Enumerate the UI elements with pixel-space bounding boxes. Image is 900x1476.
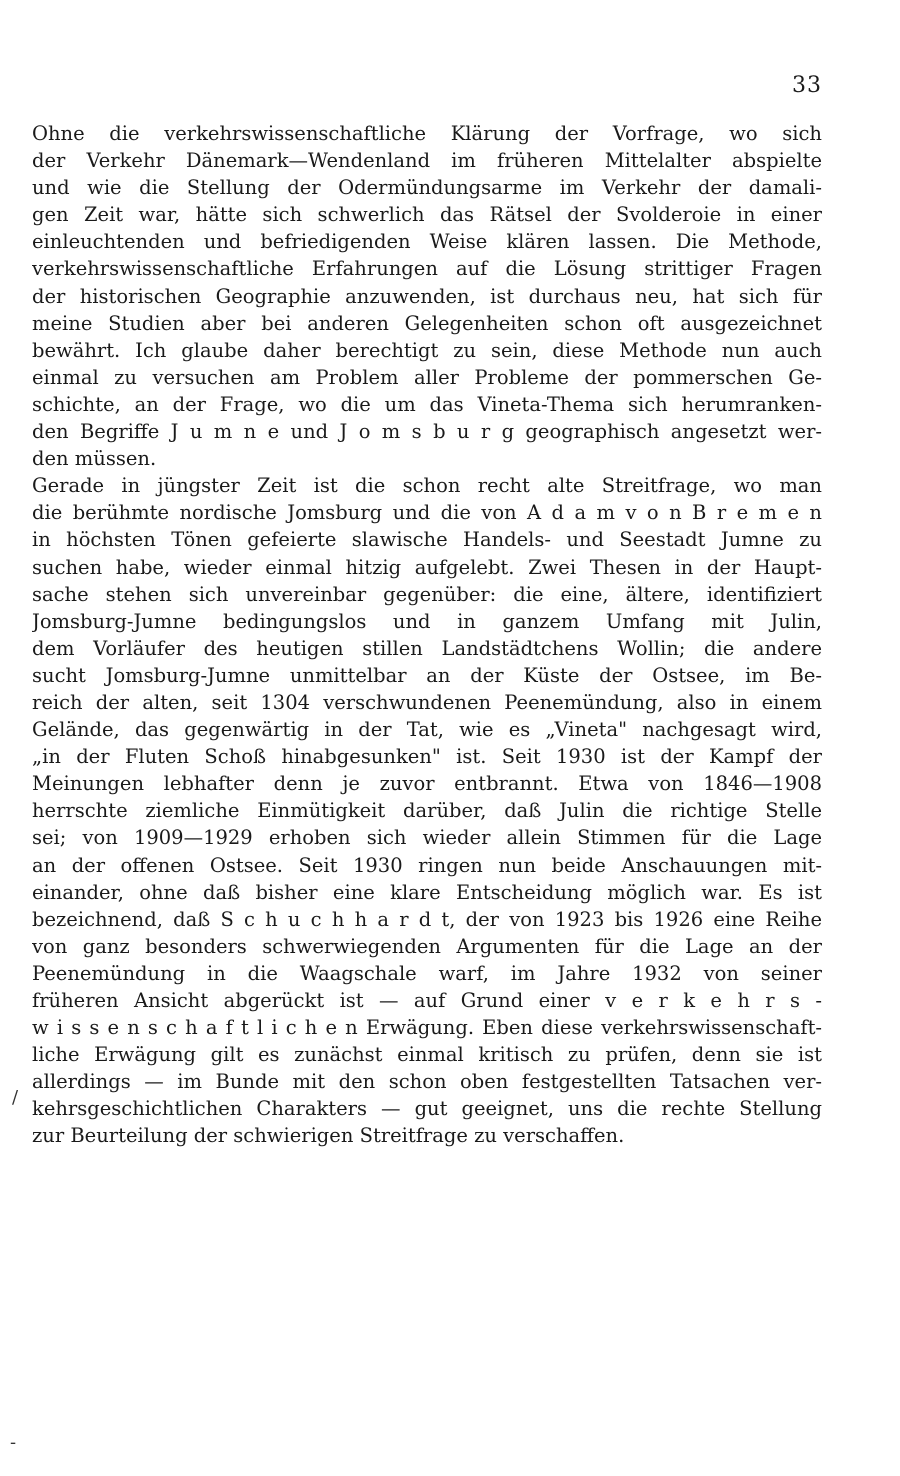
text-line: reich der alten, seit 1304 verschwundenen Peenemündung, also in einem xyxy=(32,690,822,714)
margin-mark: / xyxy=(12,1087,19,1108)
text-line: den müssen. xyxy=(32,447,157,471)
text-line: Gelände, das gegenwärtig in der Tat, wie es „Vineta" nachgesagt wird, xyxy=(32,718,822,742)
text-line: sache stehen sich unvereinbar gegenüber: die eine, ältere, identifiziert xyxy=(32,582,822,606)
text-line: einander, ohne daß bisher eine klare Entscheidung möglich war. Es ist xyxy=(32,880,822,904)
text-line: herrschte ziemliche Einmütigkeit darüber, daß Julin die richtige Stelle xyxy=(32,799,822,823)
text-line: an der offenen Ostsee. Seit 1930 ringen nun beide Anschauungen mit- xyxy=(32,853,822,877)
text-line: den Begriffe J u m n e und J o m s b u r g geographisch angesetzt wer- xyxy=(32,420,822,444)
text-line: suchen habe, wieder einmal hitzig aufgelebt. Zwei Thesen in der Haupt- xyxy=(32,555,822,579)
body-text xyxy=(32,120,822,1150)
text-line: einmal zu versuchen am Problem aller Probleme der pommerschen Ge- xyxy=(32,365,822,389)
text-line: Meinungen lebhafter denn je zuvor entbrannt. Etwa von 1846—1908 xyxy=(32,772,822,796)
text-line: sei; von 1909—1929 erhoben sich wieder allein Stimmen für die Lage xyxy=(32,826,822,850)
text-line: allerdings — im Bunde mit den schon oben festgestellten Tatsachen ver- xyxy=(32,1070,822,1094)
paragraph xyxy=(32,472,822,1149)
text-line: bewährt. Ich glaube daher berechtigt zu sein, diese Methode nun auch xyxy=(32,338,822,362)
text-line: die berühmte nordische Jomsburg und die von A d a m v o n B r e m e n xyxy=(32,501,822,525)
text-line: gen Zeit war, hätte sich schwerlich das Rätsel der Svolderoie in einer xyxy=(32,203,822,227)
text-line: der Verkehr Dänemark—Wendenland im früheren Mittelalter abspielte xyxy=(32,149,822,173)
text-line: und wie die Stellung der Odermündungsarme im Verkehr der damali- xyxy=(32,176,822,200)
text-line: Ohne die verkehrswissenschaftliche Klärung der Vorfrage, wo sich xyxy=(32,122,822,145)
text-line: kehrsgeschichtlichen Charakters — gut geeignet, uns die rechte Stellung xyxy=(32,1097,822,1121)
text-line: verkehrswissenschaftliche Erfahrungen auf die Lösung strittiger Fragen xyxy=(32,257,822,281)
text-line: früheren Ansicht abgerückt ist — auf Grund einer v e r k e h r s - xyxy=(32,989,822,1012)
text-line: zur Beurteilung der schwierigen Streitfrage zu verschaffen. xyxy=(32,1124,625,1148)
text-line: dem Vorläufer des heutigen stillen Landstädtchens Wollin; die andere xyxy=(32,636,822,660)
text-line: liche Erwägung gilt es zunächst einmal kritisch zu prüfen, denn sie ist xyxy=(32,1043,822,1067)
text-line: von ganz besonders schwerwiegenden Argumenten für die Lage an der xyxy=(32,934,822,958)
text-line: meine Studien aber bei anderen Gelegenheiten schon oft ausgezeichnet xyxy=(32,311,822,335)
margin-mark: - xyxy=(10,1432,17,1453)
text-line: schichte, an der Frage, wo die um das Vineta-Thema sich herumranken- xyxy=(32,392,822,416)
text-line: Jomsburg-Jumne bedingungslos und in ganzem Umfang mit Julin, xyxy=(32,609,822,633)
text-line: Peenemündung in die Waagschale warf, im Jahre 1932 von seiner xyxy=(32,961,822,985)
text-line: in höchsten Tönen gefeierte slawische Handels- und Seestadt Jumne zu xyxy=(32,528,822,552)
page-number: 33 xyxy=(792,73,822,98)
text-line: w i s s e n s c h a f t l i c h e n Erwägung. Eben diese verkehrswissenschaft- xyxy=(32,1016,822,1040)
paragraph xyxy=(32,120,822,472)
text-line: der historischen Geographie anzuwenden, ist durchaus neu, hat sich für xyxy=(32,284,822,308)
text-line: einleuchtenden und befriedigenden Weise klären lassen. Die Methode, xyxy=(32,230,822,254)
text-line: Gerade in jüngster Zeit ist die schon recht alte Streitfrage, wo man xyxy=(32,474,822,498)
text-line: sucht Jomsburg-Jumne unmittelbar an der Küste der Ostsee, im Be- xyxy=(32,663,822,687)
text-line: bezeichnend, daß S c h u c h h a r d t, der von 1923 bis 1926 eine Reihe xyxy=(32,907,822,931)
text-line: „in der Fluten Schoß hinabgesunken" ist. Seit 1930 ist der Kampf der xyxy=(32,745,822,769)
